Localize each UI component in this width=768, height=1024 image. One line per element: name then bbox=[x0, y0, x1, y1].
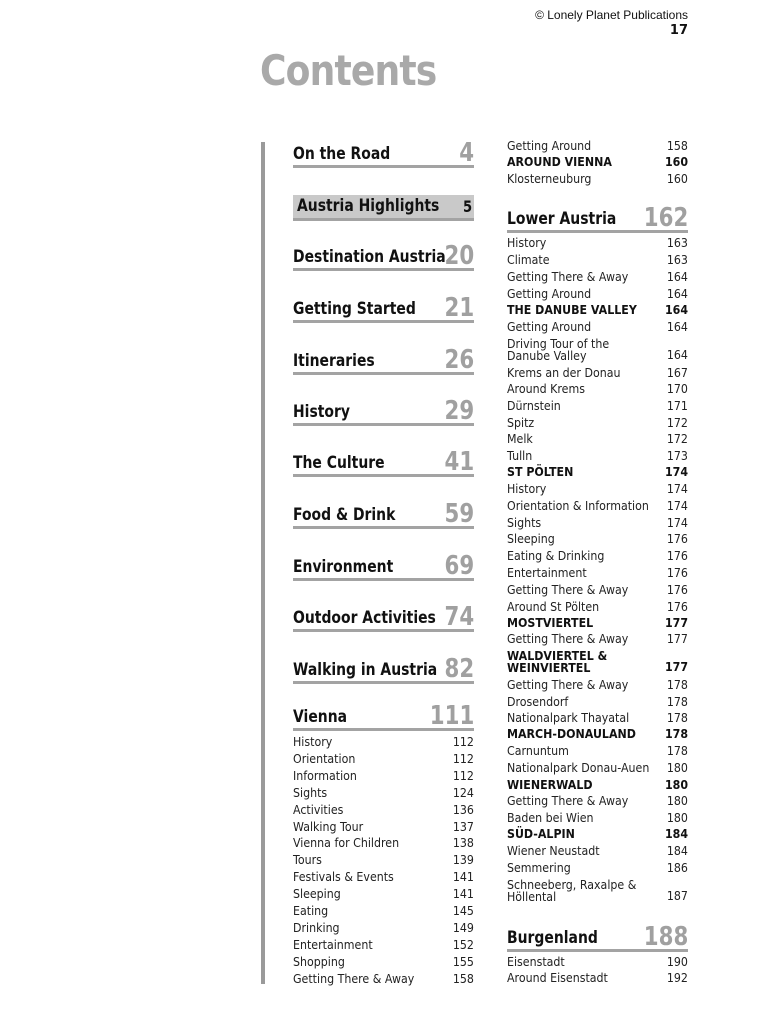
entry-page-number: 174 bbox=[666, 499, 688, 513]
toc-entry[interactable] bbox=[507, 550, 688, 563]
chapter-title: The Culture bbox=[293, 453, 385, 473]
entry-page-number: 163 bbox=[666, 253, 688, 267]
entry-page-number: 176 bbox=[666, 600, 688, 614]
entry-title: Nationalpark Thayatal bbox=[507, 711, 630, 725]
entry-page-number: 124 bbox=[452, 785, 474, 800]
chapter-title: Burgenland bbox=[507, 928, 598, 948]
entry-title: Around St Pölten bbox=[507, 600, 600, 614]
chapter-page-number: 74 bbox=[444, 602, 474, 632]
entry-page-number: 172 bbox=[666, 432, 688, 446]
entry-page-number: 178 bbox=[664, 727, 688, 741]
entry-page-number: 178 bbox=[666, 711, 688, 725]
chapter-page-number: 188 bbox=[643, 922, 688, 952]
entry-title: Baden bei Wien bbox=[507, 811, 594, 825]
chapter-title: Outdoor Activities bbox=[293, 608, 436, 628]
entry-title: Getting There & Away bbox=[507, 678, 629, 692]
toc-entry[interactable] bbox=[507, 400, 688, 413]
entry-title: Klosterneuburg bbox=[507, 172, 592, 186]
entry-page-number: 163 bbox=[666, 236, 688, 250]
entry-page-number: 137 bbox=[452, 819, 474, 834]
entry-page-number: 160 bbox=[666, 172, 688, 186]
toc-entry[interactable] bbox=[293, 787, 474, 800]
toc-entry[interactable] bbox=[507, 321, 688, 334]
entry-page-number: 190 bbox=[666, 955, 688, 969]
entry-page-number: 177 bbox=[664, 616, 688, 630]
entry-title: Eisenstadt bbox=[507, 955, 565, 969]
toc-entry[interactable] bbox=[293, 973, 474, 986]
entry-title: Sleeping bbox=[507, 532, 555, 546]
entry-title: Orientation bbox=[293, 751, 356, 766]
entry-title: Tours bbox=[293, 853, 322, 868]
toc-entry[interactable] bbox=[507, 417, 688, 430]
chapter-heading[interactable] bbox=[507, 203, 688, 233]
entry-title: Eating & Drinking bbox=[507, 549, 605, 563]
entry-title: Dürnstein bbox=[507, 399, 561, 413]
section-entry[interactable] bbox=[507, 617, 688, 630]
entry-title: Sights bbox=[507, 516, 542, 530]
section-entry[interactable] bbox=[507, 728, 688, 741]
toc-entry[interactable] bbox=[507, 237, 688, 250]
chapter-heading[interactable] bbox=[293, 195, 474, 221]
chapter-heading[interactable] bbox=[293, 345, 474, 375]
toc-entry[interactable] bbox=[507, 745, 688, 758]
entry-title: Getting Around bbox=[507, 139, 592, 153]
entry-title: History bbox=[507, 236, 547, 250]
toc-entry[interactable] bbox=[507, 956, 688, 969]
entry-title: Schneeberg, Raxalpe & Höllental bbox=[507, 878, 637, 904]
entry-page-number: 173 bbox=[666, 449, 688, 463]
entry-title: Around Eisenstadt bbox=[507, 971, 608, 985]
entry-title: Sights bbox=[293, 785, 328, 800]
toc-entry[interactable] bbox=[507, 367, 688, 380]
entry-page-number: 155 bbox=[452, 954, 474, 969]
toc-entry[interactable] bbox=[507, 450, 688, 463]
toc-entry[interactable] bbox=[507, 271, 688, 284]
entry-title: Eating bbox=[293, 904, 329, 918]
entry-title: ST PÖLTEN bbox=[507, 465, 574, 479]
toc-entry[interactable] bbox=[293, 922, 474, 935]
entry-title: History bbox=[507, 482, 547, 496]
toc-entry[interactable] bbox=[507, 517, 688, 530]
toc-entry[interactable] bbox=[507, 288, 688, 301]
entry-title: Activities bbox=[293, 802, 344, 817]
toc-entry[interactable] bbox=[507, 433, 688, 446]
entry-title: THE DANUBE VALLEY bbox=[507, 303, 637, 317]
entry-title: Getting There & Away bbox=[507, 583, 629, 597]
section-entry[interactable] bbox=[507, 828, 688, 841]
chapter-heading[interactable] bbox=[293, 293, 474, 323]
entry-title: SÜD-ALPIN bbox=[507, 827, 575, 841]
toc-entry[interactable] bbox=[293, 871, 474, 884]
section-entry[interactable] bbox=[507, 466, 688, 479]
toc-entry[interactable] bbox=[507, 383, 688, 396]
entry-page-number: 180 bbox=[666, 794, 688, 808]
entry-title: Getting There & Away bbox=[507, 632, 629, 646]
toc-entry[interactable] bbox=[507, 845, 688, 858]
entry-title: Around Krems bbox=[507, 382, 585, 396]
entry-title: Getting Around bbox=[507, 287, 592, 301]
entry-page-number: 158 bbox=[452, 971, 474, 986]
entry-page-number: 177 bbox=[664, 660, 688, 674]
chapter-title: Walking in Austria bbox=[293, 660, 438, 680]
entry-title: Getting Around bbox=[507, 320, 592, 334]
chapter-page-number: 29 bbox=[444, 396, 474, 426]
chapter-heading[interactable] bbox=[293, 499, 474, 529]
chapter-page-number: 21 bbox=[444, 293, 474, 323]
toc-entry[interactable] bbox=[507, 173, 688, 186]
chapter-page-number: 5 bbox=[462, 197, 472, 216]
entry-page-number: 141 bbox=[452, 870, 474, 885]
entry-title: Entertainment bbox=[293, 937, 373, 952]
toc-entry[interactable] bbox=[507, 338, 688, 362]
entry-page-number: 139 bbox=[452, 853, 474, 868]
entry-page-number: 174 bbox=[664, 465, 688, 479]
vertical-rule bbox=[261, 142, 265, 984]
toc-entry[interactable] bbox=[293, 854, 474, 867]
entry-page-number: 174 bbox=[666, 482, 688, 496]
entry-title: MOSTVIERTEL bbox=[507, 616, 594, 630]
entry-title: Orientation & Information bbox=[507, 499, 649, 513]
chapter-title: Itineraries bbox=[293, 351, 375, 371]
entry-title: Drinking bbox=[293, 920, 340, 935]
entry-page-number: 145 bbox=[452, 904, 474, 918]
entry-title: Semmering bbox=[507, 861, 571, 875]
entry-title: Getting There & Away bbox=[507, 270, 629, 284]
toc-entry[interactable] bbox=[293, 956, 474, 969]
chapter-title: Getting Started bbox=[293, 299, 416, 319]
toc-entry[interactable] bbox=[507, 584, 688, 597]
entry-page-number: 180 bbox=[664, 778, 688, 792]
entry-title: WIENERWALD bbox=[507, 778, 593, 792]
entry-title: Entertainment bbox=[507, 566, 587, 580]
toc-entry[interactable] bbox=[293, 905, 474, 918]
entry-title: Getting There & Away bbox=[293, 971, 415, 986]
toc-entry[interactable] bbox=[507, 633, 688, 646]
chapter-page-number: 111 bbox=[429, 701, 474, 731]
entry-title: Festivals & Events bbox=[293, 870, 394, 885]
entry-page-number: 138 bbox=[452, 836, 474, 851]
chapter-title: Food & Drink bbox=[293, 505, 396, 525]
entry-page-number: 152 bbox=[452, 937, 474, 952]
toc-entry[interactable] bbox=[507, 972, 688, 985]
toc-entry[interactable] bbox=[293, 804, 474, 817]
entry-title: Nationalpark Donau-Auen bbox=[507, 761, 650, 775]
entry-title: Driving Tour of the Danube Valley bbox=[507, 337, 610, 363]
chapter-title: Vienna bbox=[293, 707, 348, 727]
entry-title: Drosendorf bbox=[507, 695, 569, 709]
entry-page-number: 164 bbox=[666, 348, 688, 362]
chapter-page-number: 59 bbox=[444, 499, 474, 529]
toc-entry[interactable] bbox=[293, 939, 474, 952]
toc-entry[interactable] bbox=[507, 533, 688, 546]
toc-entry[interactable] bbox=[507, 696, 688, 709]
chapter-title: Destination Austria bbox=[293, 247, 446, 267]
entry-page-number: 158 bbox=[666, 139, 688, 153]
entry-page-number: 178 bbox=[666, 695, 688, 709]
entry-title: Melk bbox=[507, 432, 533, 446]
toc-entry[interactable] bbox=[507, 567, 688, 580]
entry-page-number: 187 bbox=[666, 889, 688, 903]
entry-page-number: 176 bbox=[666, 532, 688, 546]
toc-entry[interactable] bbox=[293, 837, 474, 850]
chapter-heading[interactable] bbox=[507, 922, 688, 952]
entry-title: Vienna for Children bbox=[293, 836, 400, 851]
entry-title: Spitz bbox=[507, 416, 535, 430]
entry-page-number: 164 bbox=[666, 320, 688, 334]
entry-page-number: 112 bbox=[452, 768, 474, 783]
chapter-heading[interactable] bbox=[293, 138, 474, 168]
entry-page-number: 172 bbox=[666, 416, 688, 430]
chapter-heading[interactable] bbox=[293, 701, 474, 731]
toc-entry[interactable] bbox=[507, 254, 688, 267]
entry-page-number: 184 bbox=[664, 827, 688, 841]
entry-title: WALDVIERTEL & WEINVIERTEL bbox=[507, 649, 608, 675]
section-entry[interactable] bbox=[507, 650, 688, 674]
entry-title: AROUND VIENNA bbox=[507, 155, 612, 169]
toc-entry[interactable] bbox=[507, 601, 688, 614]
entry-title: Getting There & Away bbox=[507, 794, 629, 808]
entry-title: Krems an der Donau bbox=[507, 366, 621, 380]
section-entry[interactable] bbox=[507, 156, 688, 169]
chapter-heading[interactable] bbox=[293, 602, 474, 632]
toc-entry[interactable] bbox=[293, 770, 474, 783]
toc-entry[interactable] bbox=[293, 736, 474, 749]
entry-page-number: 136 bbox=[452, 802, 474, 817]
chapter-heading[interactable] bbox=[293, 396, 474, 426]
toc-entry[interactable] bbox=[507, 679, 688, 692]
entry-title: MARCH-DONAULAND bbox=[507, 727, 636, 741]
entry-title: Shopping bbox=[293, 954, 345, 969]
entry-page-number: 177 bbox=[666, 632, 688, 646]
entry-page-number: 149 bbox=[452, 920, 474, 935]
page-title: Contents bbox=[260, 46, 437, 95]
toc-entry[interactable] bbox=[507, 762, 688, 775]
section-entry[interactable] bbox=[507, 304, 688, 317]
entry-page-number: 141 bbox=[452, 887, 474, 902]
entry-title: Information bbox=[293, 768, 357, 783]
page-number: 17 bbox=[669, 23, 688, 38]
entry-page-number: 164 bbox=[664, 303, 688, 317]
entry-page-number: 186 bbox=[666, 861, 688, 875]
chapter-title: History bbox=[293, 402, 350, 422]
entry-page-number: 176 bbox=[666, 583, 688, 597]
chapter-page-number: 26 bbox=[444, 345, 474, 375]
entry-title: Walking Tour bbox=[293, 819, 364, 834]
chapter-page-number: 4 bbox=[459, 138, 474, 168]
section-entry[interactable] bbox=[507, 779, 688, 792]
chapter-title: Austria Highlights bbox=[297, 196, 440, 216]
chapter-title: Lower Austria bbox=[507, 209, 617, 229]
entry-page-number: 112 bbox=[452, 735, 474, 749]
entry-page-number: 164 bbox=[666, 270, 688, 284]
entry-page-number: 174 bbox=[666, 516, 688, 530]
chapter-heading[interactable] bbox=[293, 241, 474, 271]
chapter-heading[interactable] bbox=[293, 447, 474, 477]
entry-page-number: 180 bbox=[666, 761, 688, 775]
chapter-title: Environment bbox=[293, 557, 394, 577]
entry-title: Tulln bbox=[507, 449, 533, 463]
toc-entry[interactable] bbox=[507, 795, 688, 808]
chapter-heading[interactable] bbox=[293, 654, 474, 684]
chapter-page-number: 162 bbox=[643, 203, 688, 233]
entry-title: Wiener Neustadt bbox=[507, 844, 600, 858]
toc-entry[interactable] bbox=[507, 140, 688, 153]
entry-page-number: 164 bbox=[666, 287, 688, 301]
entry-page-number: 112 bbox=[452, 751, 474, 766]
toc-entry[interactable] bbox=[507, 483, 688, 496]
copyright-notice: © Lonely Planet Publications bbox=[535, 8, 688, 22]
toc-entry[interactable] bbox=[507, 879, 688, 903]
entry-title: Sleeping bbox=[293, 887, 341, 902]
entry-page-number: 167 bbox=[666, 366, 688, 380]
entry-page-number: 170 bbox=[666, 382, 688, 396]
entry-title: Climate bbox=[507, 253, 550, 267]
toc-entry[interactable] bbox=[293, 888, 474, 901]
entry-page-number: 180 bbox=[666, 811, 688, 825]
entry-page-number: 176 bbox=[666, 549, 688, 563]
toc-entry[interactable] bbox=[507, 500, 688, 513]
toc-entry[interactable] bbox=[293, 821, 474, 834]
toc-entry[interactable] bbox=[507, 812, 688, 825]
chapter-heading[interactable] bbox=[293, 551, 474, 581]
entry-title: History bbox=[293, 735, 333, 749]
entry-page-number: 184 bbox=[666, 844, 688, 858]
chapter-title: On the Road bbox=[293, 144, 391, 164]
entry-page-number: 192 bbox=[666, 971, 688, 985]
toc-entry[interactable] bbox=[507, 712, 688, 725]
entry-page-number: 171 bbox=[666, 399, 688, 413]
toc-entry[interactable] bbox=[293, 753, 474, 766]
entry-page-number: 160 bbox=[664, 155, 688, 169]
entry-title: Carnuntum bbox=[507, 744, 569, 758]
chapter-page-number: 20 bbox=[444, 241, 474, 271]
chapter-page-number: 41 bbox=[444, 447, 474, 477]
chapter-page-number: 69 bbox=[444, 551, 474, 581]
toc-entry[interactable] bbox=[507, 862, 688, 875]
entry-page-number: 178 bbox=[666, 744, 688, 758]
entry-page-number: 176 bbox=[666, 566, 688, 580]
entry-page-number: 178 bbox=[666, 678, 688, 692]
chapter-page-number: 82 bbox=[444, 654, 474, 684]
